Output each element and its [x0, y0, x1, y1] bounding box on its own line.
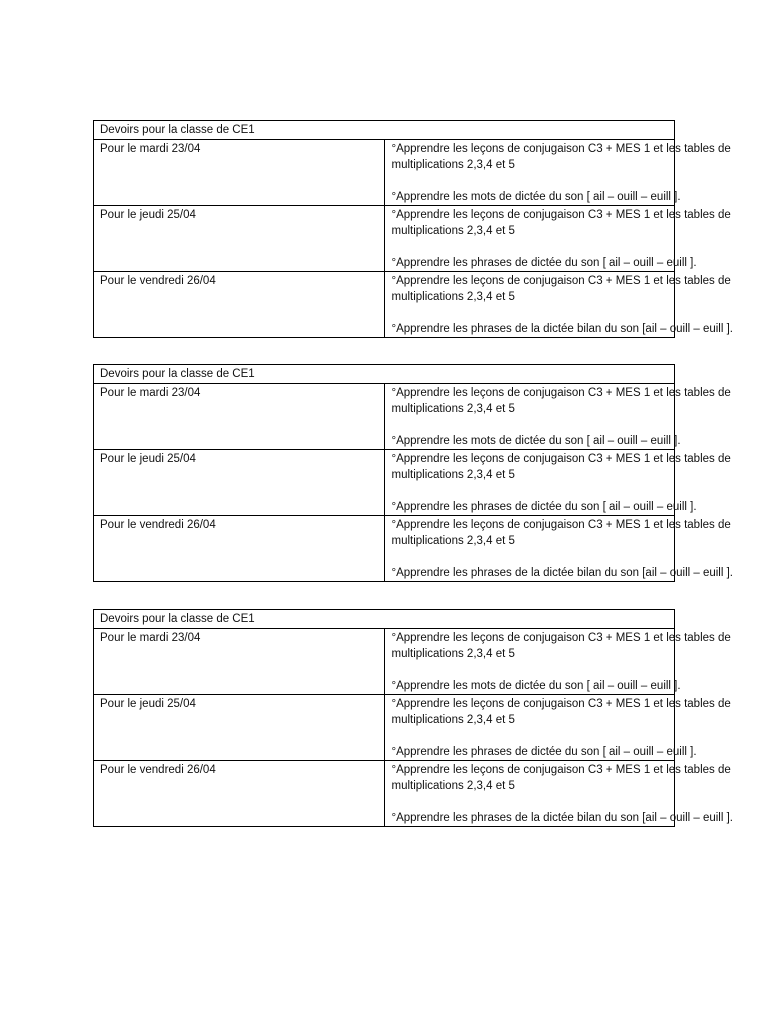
due-date: Pour le mardi 23/04 [94, 384, 385, 450]
homework-table [93, 120, 734, 338]
homework-tasks [384, 450, 731, 516]
table-row [94, 695, 675, 761]
task-text: multiplications 2,3,4 et 5 [391, 291, 515, 303]
due-date: Pour le vendredi 26/04 [94, 516, 385, 582]
table-title: Devoirs pour la classe de CE1 [94, 610, 675, 629]
task-text: multiplications 2,3,4 et 5 [391, 714, 515, 726]
task-text: °Apprendre les phrases de la dictée bilan du son [ail – ouill – euill ]. [391, 567, 734, 579]
table-row [94, 761, 675, 827]
task-text: °Apprendre les phrases de dictée du son [ ail – ouill – euill ]. [391, 746, 697, 758]
task-text: multiplications 2,3,4 et 5 [391, 159, 515, 171]
task-text: °Apprendre les leçons de conjugaison C3 + MES 1 et les tables de [391, 764, 731, 776]
homework-table [93, 364, 734, 582]
task-text: °Apprendre les phrases de la dictée bilan du son [ail – ouill – euill ]. [391, 812, 734, 824]
task-text: °Apprendre les mots de dictée du son [ ail – ouill – euill ]. [391, 191, 681, 203]
table-title: Devoirs pour la classe de CE1 [94, 121, 675, 140]
homework-tasks [384, 206, 731, 272]
due-date: Pour le mardi 23/04 [94, 629, 385, 695]
homework-tasks [384, 516, 734, 582]
due-date: Pour le jeudi 25/04 [94, 206, 385, 272]
task-text: multiplications 2,3,4 et 5 [391, 225, 515, 237]
table-row [94, 516, 675, 582]
task-text: °Apprendre les leçons de conjugaison C3 + MES 1 et les tables de [391, 209, 731, 221]
task-text: °Apprendre les mots de dictée du son [ ail – ouill – euill ]. [391, 680, 681, 692]
due-date: Pour le vendredi 26/04 [94, 761, 385, 827]
due-date: Pour le mardi 23/04 [94, 140, 385, 206]
table-row [94, 384, 675, 450]
homework-tasks [384, 140, 731, 206]
task-text: °Apprendre les leçons de conjugaison C3 + MES 1 et les tables de [391, 698, 731, 710]
task-text: °Apprendre les leçons de conjugaison C3 + MES 1 et les tables de [391, 275, 731, 287]
homework-tasks [384, 695, 731, 761]
task-text: °Apprendre les leçons de conjugaison C3 + MES 1 et les tables de [391, 387, 731, 399]
task-text: °Apprendre les leçons de conjugaison C3 + MES 1 et les tables de [391, 519, 731, 531]
task-text: °Apprendre les mots de dictée du son [ ail – ouill – euill ]. [391, 435, 681, 447]
table-row [94, 272, 675, 338]
task-text: °Apprendre les phrases de dictée du son [ ail – ouill – euill ]. [391, 501, 697, 513]
table-title-row [94, 365, 675, 384]
task-text: multiplications 2,3,4 et 5 [391, 469, 515, 481]
homework-tasks [384, 384, 731, 450]
task-text: °Apprendre les phrases de la dictée bilan du son [ail – ouill – euill ]. [391, 323, 734, 335]
task-text: °Apprendre les leçons de conjugaison C3 + MES 1 et les tables de [391, 143, 731, 155]
due-date: Pour le jeudi 25/04 [94, 450, 385, 516]
task-text: multiplications 2,3,4 et 5 [391, 403, 515, 415]
homework-tasks [384, 761, 734, 827]
task-text: multiplications 2,3,4 et 5 [391, 648, 515, 660]
homework-tasks [384, 272, 734, 338]
table-row [94, 206, 675, 272]
homework-tasks [384, 629, 731, 695]
table-row [94, 140, 675, 206]
table-title-row [94, 610, 675, 629]
task-text: °Apprendre les leçons de conjugaison C3 + MES 1 et les tables de [391, 632, 731, 644]
due-date: Pour le jeudi 25/04 [94, 695, 385, 761]
task-text: multiplications 2,3,4 et 5 [391, 780, 515, 792]
table-row [94, 450, 675, 516]
due-date: Pour le vendredi 26/04 [94, 272, 385, 338]
table-row [94, 629, 675, 695]
task-text: °Apprendre les phrases de dictée du son [ ail – ouill – euill ]. [391, 257, 697, 269]
table-title-row [94, 121, 675, 140]
task-text: multiplications 2,3,4 et 5 [391, 535, 515, 547]
homework-table [93, 609, 734, 827]
task-text: °Apprendre les leçons de conjugaison C3 + MES 1 et les tables de [391, 453, 731, 465]
table-title: Devoirs pour la classe de CE1 [94, 365, 675, 384]
